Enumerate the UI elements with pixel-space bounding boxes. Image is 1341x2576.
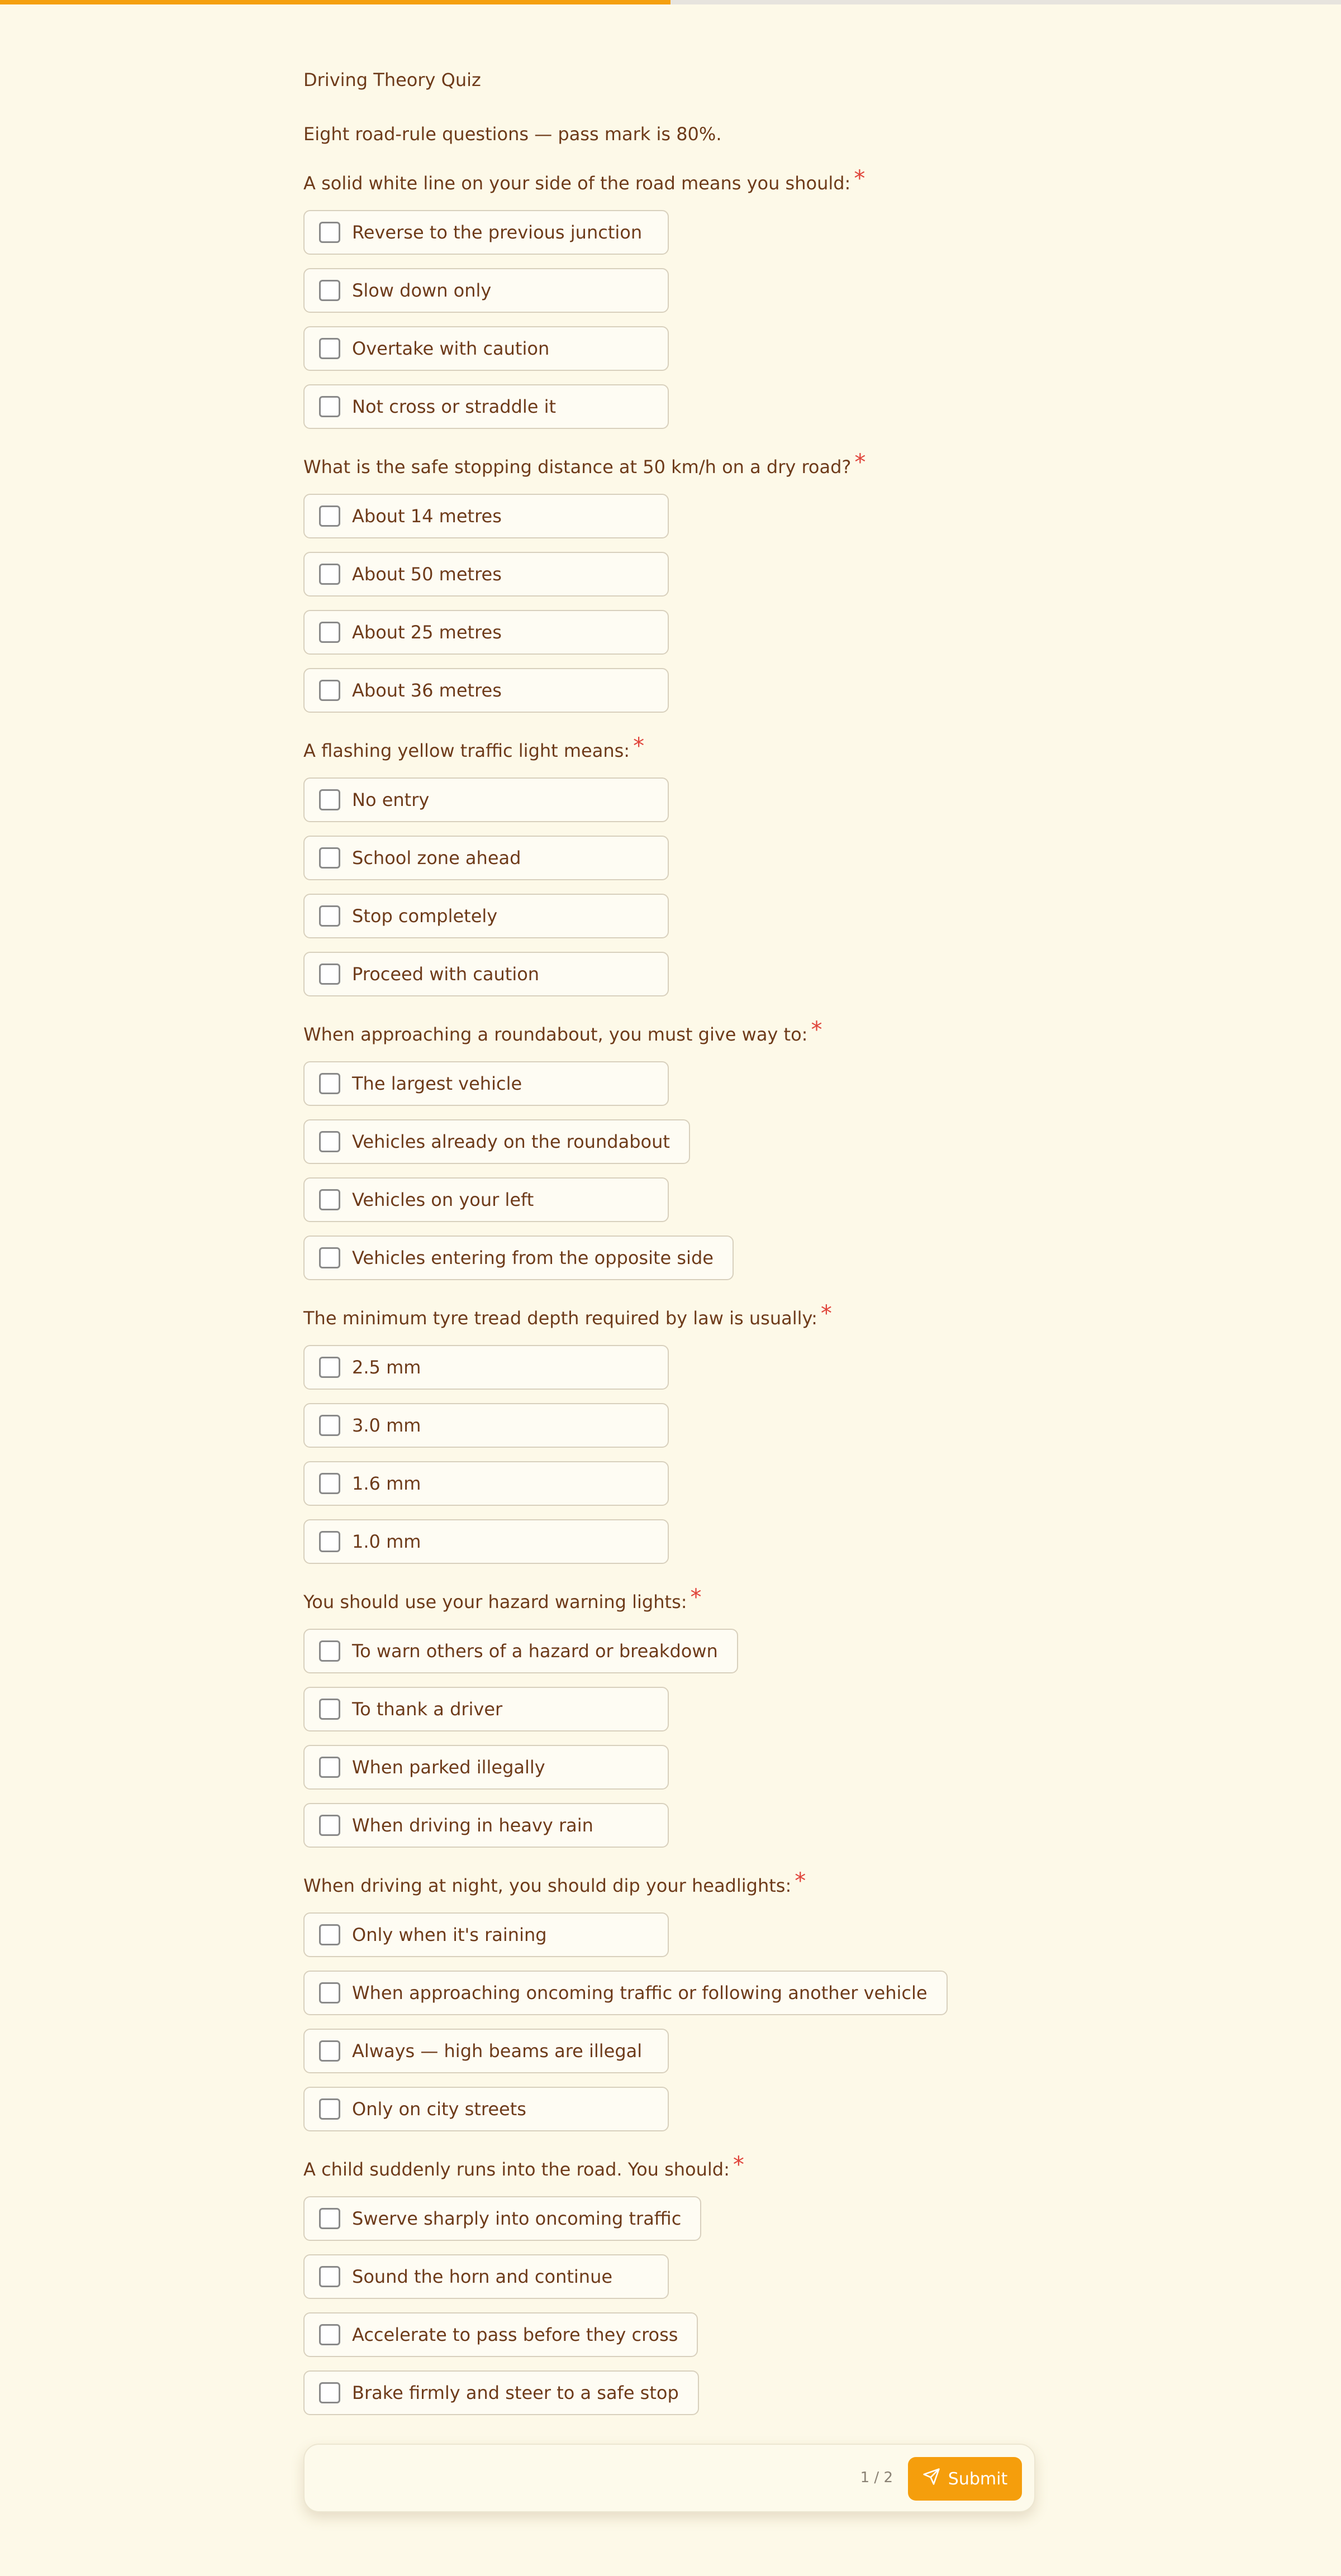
answer-option-label: Brake firmly and steer to a safe stop xyxy=(352,2382,679,2403)
answer-option-label: Swerve sharply into oncoming traffic xyxy=(352,2208,682,2229)
answer-option-label: Overtake with caution xyxy=(352,338,550,359)
checkbox[interactable] xyxy=(319,1247,340,1268)
answer-option[interactable] xyxy=(303,1461,669,1506)
checkbox[interactable] xyxy=(319,1073,340,1094)
answer-option[interactable] xyxy=(303,2087,669,2131)
checkbox[interactable] xyxy=(319,1699,340,1720)
answer-option-label: Vehicles already on the roundabout xyxy=(352,1131,670,1152)
checkbox[interactable] xyxy=(319,280,340,301)
checkbox[interactable] xyxy=(319,396,340,417)
checkbox[interactable] xyxy=(319,2098,340,2120)
submit-button[interactable] xyxy=(908,2457,1022,2501)
answer-option[interactable] xyxy=(303,894,669,938)
answer-option[interactable] xyxy=(303,1403,669,1448)
answer-option[interactable] xyxy=(303,836,669,880)
answer-option[interactable] xyxy=(303,384,669,429)
answer-option[interactable] xyxy=(303,1971,948,2015)
answer-option-label: 2.5 mm xyxy=(352,1357,421,1378)
answer-option[interactable] xyxy=(303,1177,669,1222)
answer-option-label: 1.6 mm xyxy=(352,1473,421,1494)
answer-option[interactable] xyxy=(303,777,669,822)
required-marker: * xyxy=(690,1585,702,1610)
answer-option-label: To warn others of a hazard or breakdown xyxy=(352,1640,718,1662)
page-indicator: 1 / 2 xyxy=(860,2469,893,2486)
question-label xyxy=(303,1017,822,1047)
checkbox[interactable] xyxy=(319,2266,340,2287)
answer-option[interactable] xyxy=(303,1119,690,1164)
answer-option[interactable] xyxy=(303,1745,669,1790)
checkbox[interactable] xyxy=(319,1473,340,1494)
answer-option-label: About 14 metres xyxy=(352,505,502,527)
checkbox[interactable] xyxy=(319,1815,340,1836)
answer-option-label: About 36 metres xyxy=(352,680,502,701)
answer-option-label: 3.0 mm xyxy=(352,1415,421,1436)
answer-option[interactable] xyxy=(303,552,669,597)
answer-option[interactable] xyxy=(303,1687,669,1731)
checkbox[interactable] xyxy=(319,2382,340,2403)
checkbox[interactable] xyxy=(319,1357,340,1378)
question-label xyxy=(303,733,645,763)
quiz-description: Eight road-rule questions — pass mark is 80%. xyxy=(303,123,722,145)
answer-option-label: Stop completely xyxy=(352,905,498,927)
answer-option[interactable] xyxy=(303,1519,669,1564)
answer-option[interactable] xyxy=(303,1345,669,1390)
checkbox[interactable] xyxy=(319,1131,340,1152)
send-icon xyxy=(922,2468,940,2490)
question-text: What is the safe stopping distance at 50 km/h on a dry road? xyxy=(303,456,852,478)
answer-option-label: About 50 metres xyxy=(352,564,502,585)
answer-option-label: School zone ahead xyxy=(352,847,521,869)
answer-option-label: Only when it's raining xyxy=(352,1924,547,1945)
answer-option[interactable] xyxy=(303,2254,669,2299)
answer-option-label: Always — high beams are illegal xyxy=(352,2040,643,2062)
answer-option[interactable] xyxy=(303,952,669,996)
answer-option-label: About 25 metres xyxy=(352,622,502,643)
answer-option-label: Vehicles on your left xyxy=(352,1189,534,1210)
answer-option-label: The largest vehicle xyxy=(352,1073,522,1094)
answer-option[interactable] xyxy=(303,268,669,313)
checkbox[interactable] xyxy=(319,1640,340,1662)
answer-option-label: Not cross or straddle it xyxy=(352,396,557,417)
answer-option[interactable] xyxy=(303,1061,669,1106)
required-marker: * xyxy=(633,733,645,759)
answer-option-label: When approaching oncoming traffic or following another vehicle xyxy=(352,1982,928,2003)
answer-option[interactable] xyxy=(303,1803,669,1848)
answer-option[interactable] xyxy=(303,2196,701,2241)
required-marker: * xyxy=(733,2152,744,2178)
question-text: You should use your hazard warning lights: xyxy=(303,1591,687,1613)
submit-bar xyxy=(303,2444,1035,2512)
question-text: A child suddenly runs into the road. You should: xyxy=(303,2159,730,2180)
checkbox[interactable] xyxy=(319,2324,340,2345)
question-text: When approaching a roundabout, you must give way to: xyxy=(303,1024,808,1045)
progress-bar-fill xyxy=(0,0,670,4)
checkbox[interactable] xyxy=(319,1189,340,1210)
answer-option[interactable] xyxy=(303,2312,698,2357)
answer-option[interactable] xyxy=(303,210,669,255)
answer-option[interactable] xyxy=(303,1235,734,1280)
checkbox[interactable] xyxy=(319,1924,340,1945)
answer-option-label: Proceed with caution xyxy=(352,963,540,985)
checkbox[interactable] xyxy=(319,847,340,869)
answer-option[interactable] xyxy=(303,494,669,538)
required-marker: * xyxy=(811,1017,822,1043)
quiz-title: Driving Theory Quiz xyxy=(303,69,481,90)
checkbox[interactable] xyxy=(319,963,340,985)
checkbox[interactable] xyxy=(319,222,340,243)
checkbox[interactable] xyxy=(319,2040,340,2062)
answer-option[interactable] xyxy=(303,2029,669,2073)
answer-option-label: When parked illegally xyxy=(352,1757,545,1778)
question-text: A solid white line on your side of the road means you should: xyxy=(303,173,851,194)
answer-option-label: Reverse to the previous junction xyxy=(352,222,643,243)
checkbox[interactable] xyxy=(319,1757,340,1778)
question-text: The minimum tyre tread depth required by law is usually: xyxy=(303,1308,817,1329)
question-label xyxy=(303,2152,744,2182)
required-marker: * xyxy=(854,166,866,192)
answer-option-label: Slow down only xyxy=(352,280,492,301)
question-label xyxy=(303,450,866,479)
checkbox[interactable] xyxy=(319,680,340,701)
answer-option[interactable] xyxy=(303,1629,738,1673)
answer-option[interactable] xyxy=(303,668,669,713)
checkbox[interactable] xyxy=(319,1531,340,1552)
answer-option-label: 1.0 mm xyxy=(352,1531,421,1552)
question-label xyxy=(303,1868,806,1898)
question-label xyxy=(303,1301,832,1330)
answer-option[interactable] xyxy=(303,610,669,655)
answer-option[interactable] xyxy=(303,326,669,371)
answer-option-label: When driving in heavy rain xyxy=(352,1815,593,1836)
required-marker: * xyxy=(795,1868,806,1894)
checkbox[interactable] xyxy=(319,622,340,643)
checkbox[interactable] xyxy=(319,1982,340,2003)
question-label xyxy=(303,1585,702,1614)
question-text: When driving at night, you should dip your headlights: xyxy=(303,1875,792,1896)
checkbox[interactable] xyxy=(319,905,340,927)
answer-option-label: To thank a driver xyxy=(352,1699,503,1720)
answer-option-label: No entry xyxy=(352,789,430,810)
answer-option[interactable] xyxy=(303,1912,669,1957)
checkbox[interactable] xyxy=(319,789,340,810)
question-text: A flashing yellow traffic light means: xyxy=(303,740,630,761)
answer-option-label: Accelerate to pass before they cross xyxy=(352,2324,678,2345)
required-marker: * xyxy=(820,1301,832,1327)
answer-option-label: Only on city streets xyxy=(352,2098,526,2120)
submit-label: Submit xyxy=(948,2469,1008,2489)
checkbox[interactable] xyxy=(319,564,340,585)
checkbox[interactable] xyxy=(319,505,340,527)
checkbox[interactable] xyxy=(319,338,340,359)
question-label xyxy=(303,166,866,195)
checkbox[interactable] xyxy=(319,2208,340,2229)
answer-option-label: Vehicles entering from the opposite side xyxy=(352,1247,714,1268)
answer-option[interactable] xyxy=(303,2370,699,2415)
answer-option-label: Sound the horn and continue xyxy=(352,2266,613,2287)
checkbox[interactable] xyxy=(319,1415,340,1436)
required-marker: * xyxy=(854,450,866,475)
progress-bar xyxy=(0,0,1341,4)
